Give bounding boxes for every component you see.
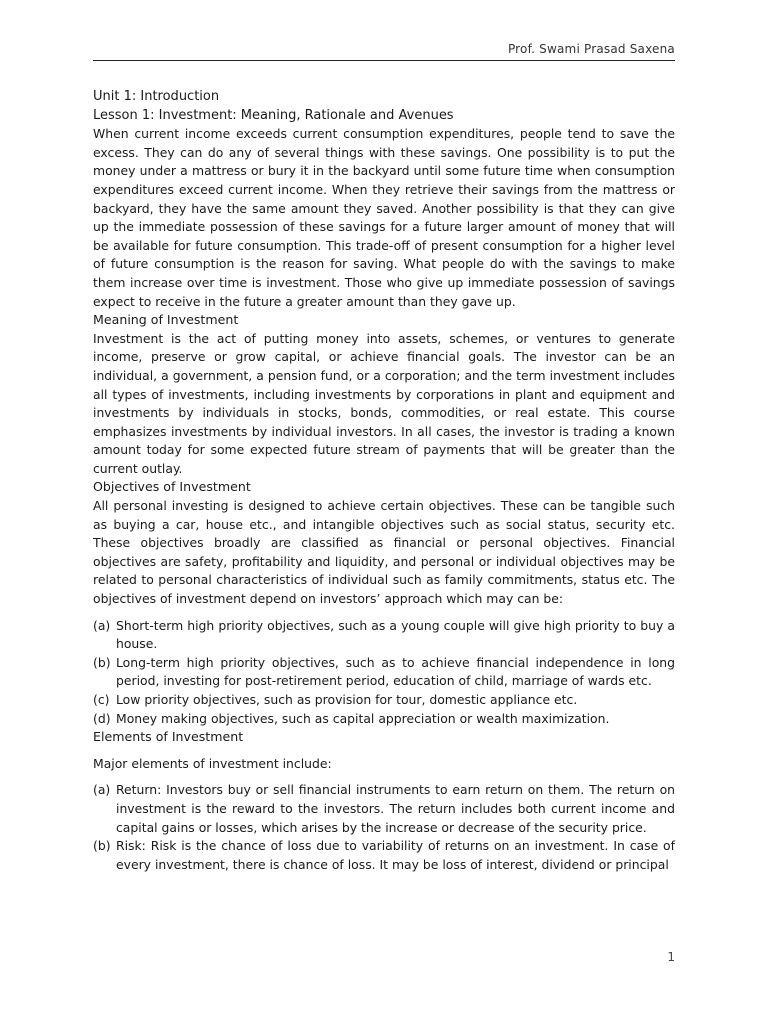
list-item [93, 691, 675, 710]
list-item [93, 710, 675, 729]
elements-heading: Elements of Investment [93, 729, 244, 745]
list-item [93, 654, 675, 691]
meaning-paragraph: Investment is the act of putting money into assets, schemes, or ventures to generate income, preserve or grow capital, or achieve financial goals. The investor can be an individual, a government, a pension fund, or a corporation; and the term investment includes all types of investments, including investments by corporations in plant and equipment and investments by individuals in stocks, bonds, commodities, or real estate. This course emphasizes investments by individual investors. In all cases, the investor is trading a known amount today for some expected future stream of payments that will be greater than the current outlay. [93, 330, 675, 476]
intro-paragraph: When current income exceeds current consumption expenditures, people tend to save the excess. They can do any of several things with these savings. One possibility is to put the money under a mattress or bury it in the backyard until some future time when consumption expenditures exceed current income. When they retrieve their savings from the mattress or backyard, they have the same amount they saved. Another possibility is that they can give up the immediate possession of these savings for a future larger amount of money that will be available for future consumption. This trade-off of present consumption for a higher level of future consumption is the reason for saving. What people do with the savings to make them increase over time is investment. Those who give up immediate possession of savings expect to receive in the future a greater amount than they gave up. [93, 126, 675, 309]
page-content [93, 88, 675, 874]
list-item-text: Money making objectives, such as capital appreciation or wealth maximization. [116, 710, 610, 726]
header-rule [93, 60, 675, 61]
header-author: Prof. Swami Prasad Saxena [507, 42, 675, 56]
list-item [93, 617, 675, 654]
list-item-text: Return: Investors buy or sell financial instruments to earn return on them. The return on investment is the reward to the investors. The return includes both current income and capital gains or losses, which arises by the increase or decrease of the security price. [116, 782, 675, 835]
unit-title: Unit 1: Introduction [93, 89, 220, 104]
elements-paragraph: Major elements of investment include: [93, 755, 332, 771]
list-item [93, 781, 675, 837]
list-marker: (a) [93, 617, 111, 633]
objectives-list [93, 617, 675, 729]
objectives-paragraph: All personal investing is designed to achieve certain objectives. These can be tangible such as buying a car, house etc., and intangible objectives such as social status, security etc. These objectives broadly are classified as financial or personal objectives. Financial objectives are safety, profitability and liquidity, and personal or individual objectives may be related to personal characteristics of individual such as family commitments, status etc. The objectives of investment depend on investors’ approach which may can be: [93, 498, 675, 607]
list-marker: (b) [93, 838, 111, 854]
list-item-text: Low priority objectives, such as provision for tour, domestic appliance etc. [116, 692, 578, 707]
lesson-title: Lesson 1: Investment: Meaning, Rationale and Avenues [93, 107, 454, 123]
list-marker: (a) [93, 782, 111, 798]
list-marker: (c) [93, 692, 110, 707]
elements-list [93, 781, 675, 874]
list-item-text: Risk: Risk is the chance of loss due to variability of returns on an investment. In case of every investment, there is chance of loss. It may be loss of interest, dividend or principal [116, 838, 675, 872]
objectives-heading: Objectives of Investment [93, 479, 251, 495]
page-number: 1 [667, 950, 675, 964]
list-item-text: Short-term high priority objectives, such as a young couple will give high priority to buy a house. [116, 617, 675, 652]
meaning-heading: Meaning of Investment [93, 312, 239, 328]
list-item [93, 837, 675, 874]
list-marker: (b) [93, 654, 111, 670]
list-item-text: Long-term high priority objectives, such as to achieve financial independence in long period, investing for post-retirement period, education of child, marriage of wards etc. [116, 654, 675, 689]
list-marker: (d) [93, 710, 111, 726]
